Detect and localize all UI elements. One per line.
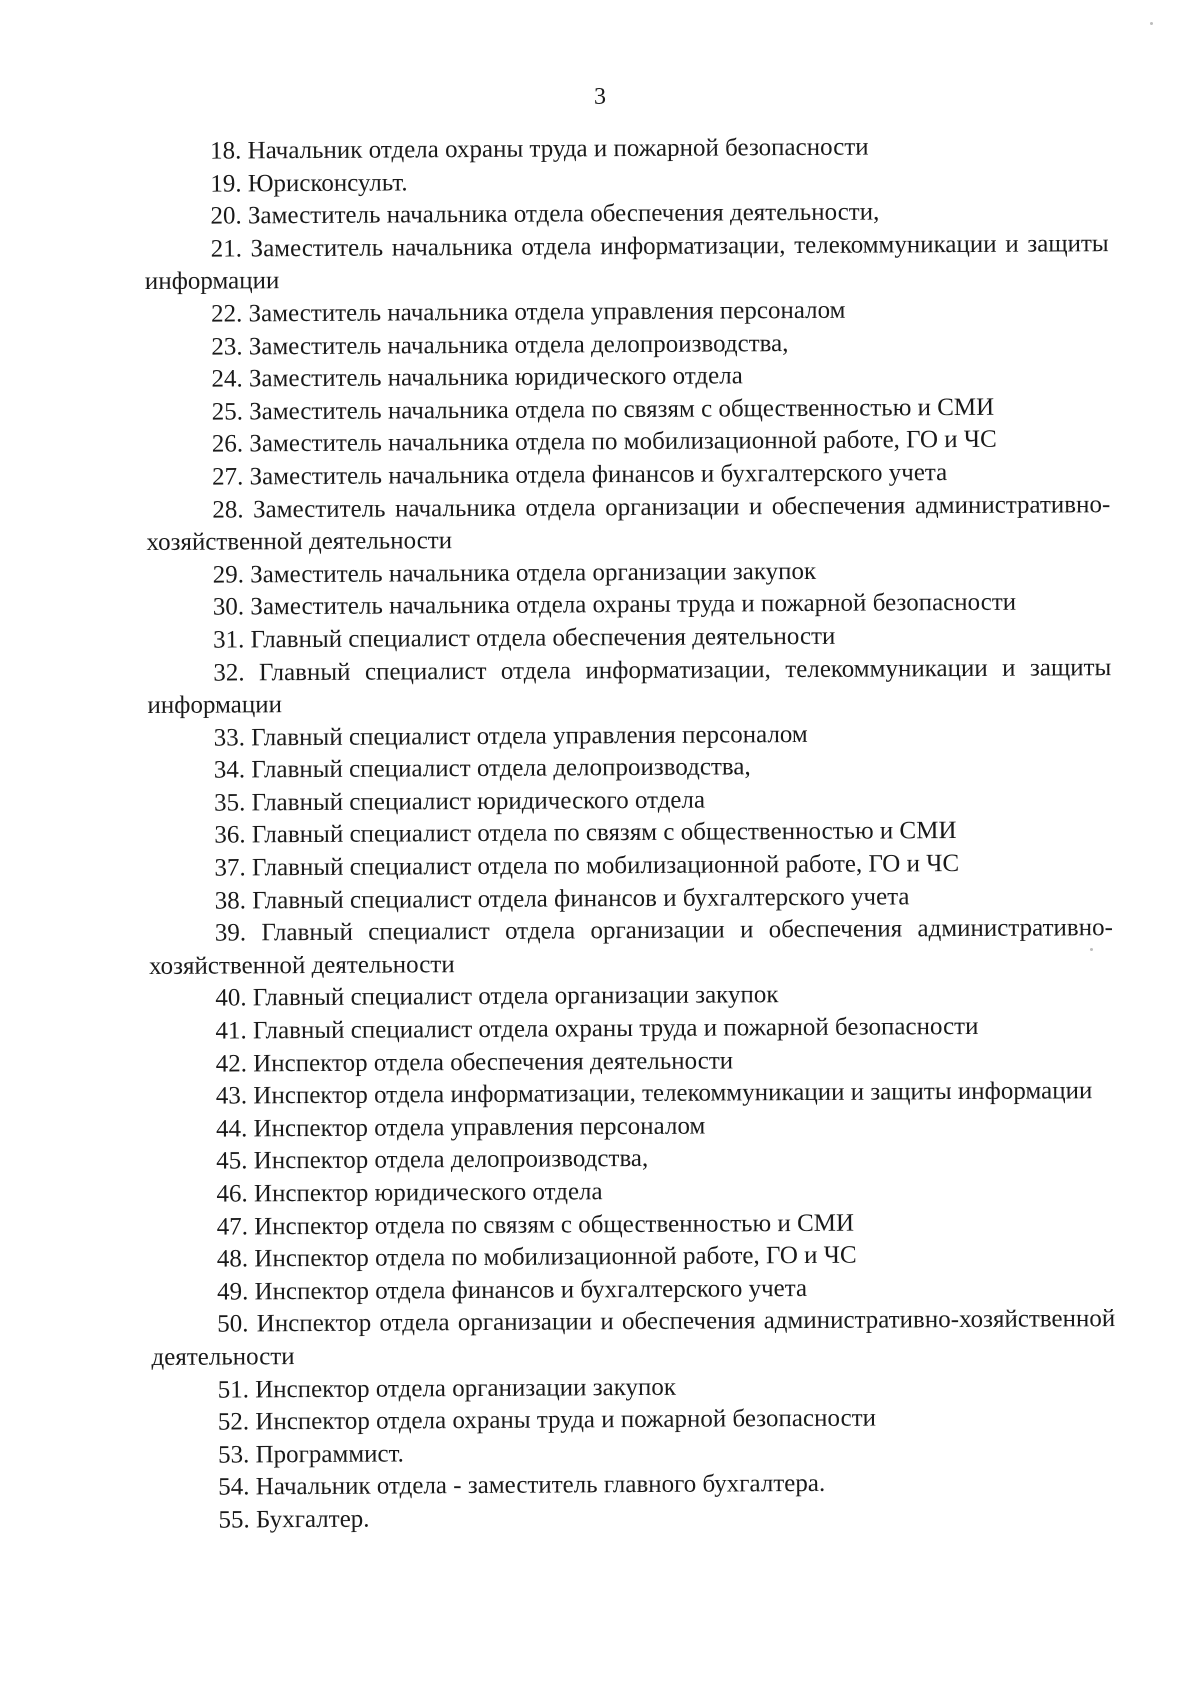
list-item: 25. Заместитель начальника отдела по связям с общественностью и СМИ [211,393,995,426]
list-item: 22. Заместитель начальника отдела управления персоналом [211,296,846,328]
list-item: 32. Главный специалист отдела информатизации, телекоммуникации и защиты информации [147,653,1112,720]
list-item: 44. Инспектор отдела управления персоналом [215,1112,706,1143]
list-item: 20. Заместитель начальника отдела обеспечения деятельности, [210,198,880,230]
list-item: 36. Главный специалист отдела по связям с общественностью и СМИ [214,817,957,850]
list-item: 39. Главный специалист отдела организации и обеспечения административно-хозяйственной деятельности [148,914,1113,980]
list-item: 41. Главный специалист отдела охраны труда и пожарной безопасности [215,1012,979,1045]
list-item: 26. Заместитель начальника отдела по мобилизационной работе, ГО и ЧС [211,426,997,458]
list-item: 51. Инспектор отдела организации закупок [217,1373,677,1404]
list-item: 37. Главный специалист отдела по мобилизационной работе, ГО и ЧС [214,850,960,882]
list-item: 21. Заместитель начальника отдела информатизации, телекоммуникации и защиты информации [144,229,1109,296]
list-item: 28. Заместитель начальника отдела организации и обеспечения административно-хозяйственной деятельности [146,490,1111,557]
list-item: 34. Главный специалист отдела делопроизводства, [213,753,751,784]
list-item: 23. Заместитель начальника отдела делопроизводства, [211,329,789,361]
list-item: 52. Инспектор отдела охраны труда и пожарной безопасности [217,1404,877,1436]
list-item: 43. Инспектор отдела информатизации, телекоммуникации и защиты информации [215,1077,1093,1110]
list-item: 40. Главный специалист отдела организации закупок [215,981,779,1013]
page-number: 3 [594,84,606,110]
list-item: 47. Инспектор отдела по связям с общественностью и СМИ [216,1209,855,1241]
list-item: 30. Заместитель начальника отдела охраны труда и пожарной безопасности [212,588,1017,621]
list-item: 27. Заместитель начальника отдела финансов и бухгалтерского учета [212,459,948,491]
list-item: 31. Главный специалист отдела обеспечения деятельности [212,622,836,654]
list-item: 18. Начальник отдела охраны труда и пожарной безопасности [210,133,869,165]
list-item: 55. Бухгалтер. [218,1505,370,1534]
scan-speck [1150,22,1153,25]
list-item: 19. Юрисконсульт. [210,168,408,198]
list-item: 24. Заместитель начальника юридического отдела [211,362,743,393]
list-item: 53. Программист. [217,1440,404,1469]
list-item: 33. Главный специалист отдела управления персоналом [213,720,808,752]
scan-speck [1090,948,1093,951]
list-item: 35. Главный специалист юридического отдела [213,786,706,817]
position-list [144,130,1117,1537]
list-item: 38. Главный специалист отдела финансов и бухгалтерского учета [214,882,910,915]
list-item: 54. Начальник отдела - заместитель главного бухгалтера. [218,1470,826,1501]
list-item: 50. Инспектор отдела организации и обеспечения административно-хозяйственной деятельности [151,1305,1116,1371]
list-item: 45. Инспектор отдела делопроизводства, [216,1145,649,1175]
list-item: 29. Заместитель начальника отдела организации закупок [212,557,817,589]
list-item: 46. Инспектор юридического отдела [216,1178,603,1208]
list-item: 49. Инспектор отдела финансов и бухгалтерского учета [216,1274,808,1306]
list-item: 48. Инспектор отдела по мобилизационной работе, ГО и ЧС [216,1241,857,1273]
list-item: 42. Инспектор отдела обеспечения деятельности [215,1047,734,1078]
